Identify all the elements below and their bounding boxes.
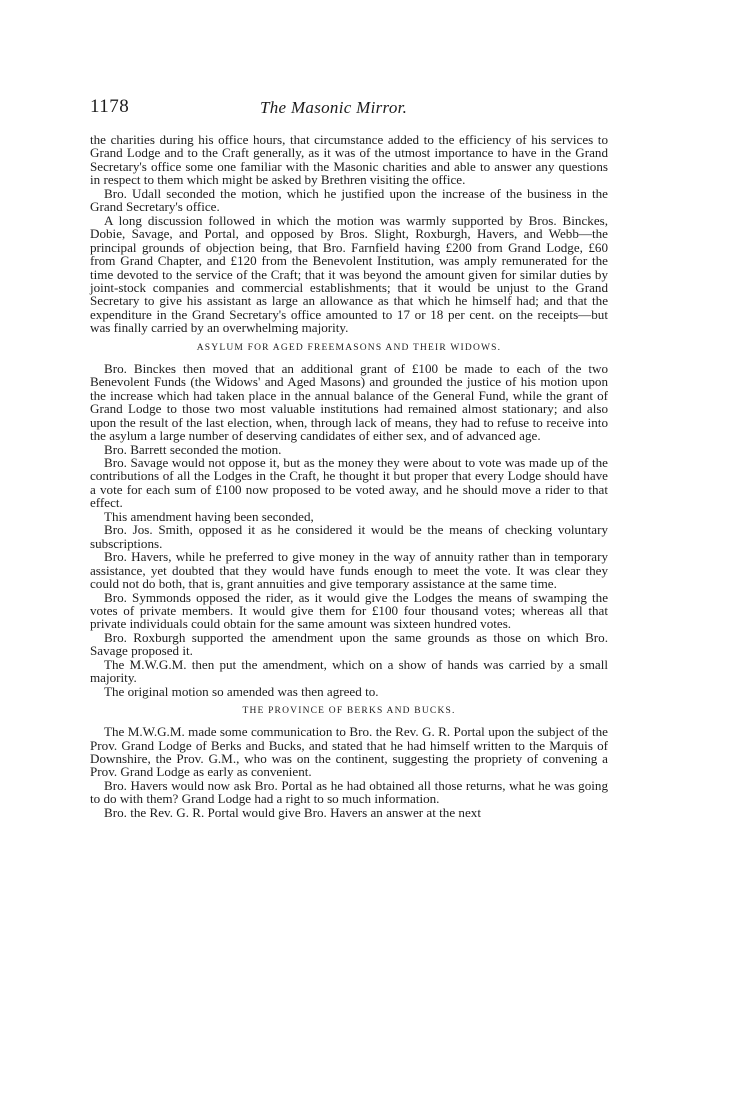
paragraph: Bro. Havers would now ask Bro. Portal as he had obtained all those returns, what he was going to do with them? Grand Lodge had a right to so much information. xyxy=(90,777,608,807)
paragraph: Bro. Havers, while he preferred to give money in the way of annuity rather than in temporary assistance, yet doubted that they would have funds enough to meet the vote. It was clear they could not do both, that is, grant annuities and give temporary assistance at the same time. xyxy=(90,549,608,592)
paragraph: The original motion so amended was then agreed to. xyxy=(104,683,379,699)
paragraph: A long discussion followed in which the motion was warmly supported by Bros. Binckes, Dobie, Savage, and Portal, and opposed by Bros. Slight, Roxburgh, Havers, and Webb—the principal grounds of objection being, that Bro. Farnfield having £200 from Grand Lodge, £60 from Grand Chapter, and £120 from the Benevolent Institution, was amply remunerated for the time devoted to the service of the Craft; that it was beyond the amount given for similar duties by joint-stock companies and commercial establishments; that it would be unjust to the Grand Secretary to give his assistant as large an allowance as that which he himself had; and that the expenditure in the Grand Secretary's office amounted to 17 or 18 per cent. on the receipts—but was finally carried by an overwhelming majority. xyxy=(90,212,608,336)
section-heading: ASYLUM FOR AGED FREEMASONS AND THEIR WIDOWS. xyxy=(196,342,502,353)
page-number: 1178 xyxy=(90,96,130,117)
paragraph: the charities during his office hours, that circumstance added to the efficiency of his services to Grand Lodge and to the Craft generally, as it was of the utmost importance to have in the Grand Secretary's office some one familiar with the Masonic charities and able to answer any questions in respect to them which might be asked by Brethren visiting the office. xyxy=(90,132,608,188)
page-header xyxy=(90,96,608,126)
running-title: The Masonic Mirror. xyxy=(260,98,408,117)
paragraph: Bro. the Rev. G. R. Portal would give Bro. Havers an answer at the next xyxy=(104,804,481,820)
section-heading: THE PROVINCE OF BERKS AND BUCKS. xyxy=(242,706,456,717)
paragraph: Bro. Udall seconded the motion, which he justified upon the increase of the business in the Grand Secretary's office. xyxy=(90,185,608,215)
paragraph: Bro. Savage would not oppose it, but as the money they were about to vote was made up of the contributions of all the Lodges in the Craft, he thought it but proper that every Lodge should have a vote for each sum of £100 now proposed to be voted away, and he should move a rider to that effect. xyxy=(90,454,608,511)
paragraph: Bro. Roxburgh supported the amendment upon the same grounds as those on which Bro. Savage proposed it. xyxy=(90,629,608,659)
paragraph: The M.W.G.M. made some communication to Bro. the Rev. G. R. Portal upon the subject of the Prov. Grand Lodge of Berks and Bucks, and stated that he had himself written to the Marquis of Downshire, the Prov. G.M., who was on the continent, suggesting the propriety of convening a Prov. Grand Lodge as early as convenient. xyxy=(90,724,608,780)
paragraph: Bro. Jos. Smith, opposed it as he considered it would be the means of checking voluntary subscriptions. xyxy=(90,522,608,551)
paragraph: The M.W.G.M. then put the amendment, which on a show of hands was carried by a small majority. xyxy=(90,656,608,686)
paragraph: Bro. Barrett seconded the motion. xyxy=(104,441,282,457)
paragraph: This amendment having been seconded, xyxy=(104,508,314,524)
paragraph: Bro. Symmonds opposed the rider, as it would give the Lodges the means of swamping the votes of private members. It would give them for £100 four thousand votes; whereas all that private individuals could obtain for the same amount was sixteen hundred votes. xyxy=(90,589,608,632)
paragraph: Bro. Binckes then moved that an additional grant of £100 be made to each of the two Benevolent Funds (the Widows' and Aged Masons) and grounded the justice of his motion upon the increase which had taken place in the annual balance of the General Fund, while the grant of Grand Lodge to those two most valuable institutions had remained almost stationary; and also upon the result of the last election, when, through lack of means, they had to refuse to receive into the asylum a large number of deserving candidates of either sex, and of advanced age. xyxy=(90,360,608,444)
article-body xyxy=(90,133,608,819)
